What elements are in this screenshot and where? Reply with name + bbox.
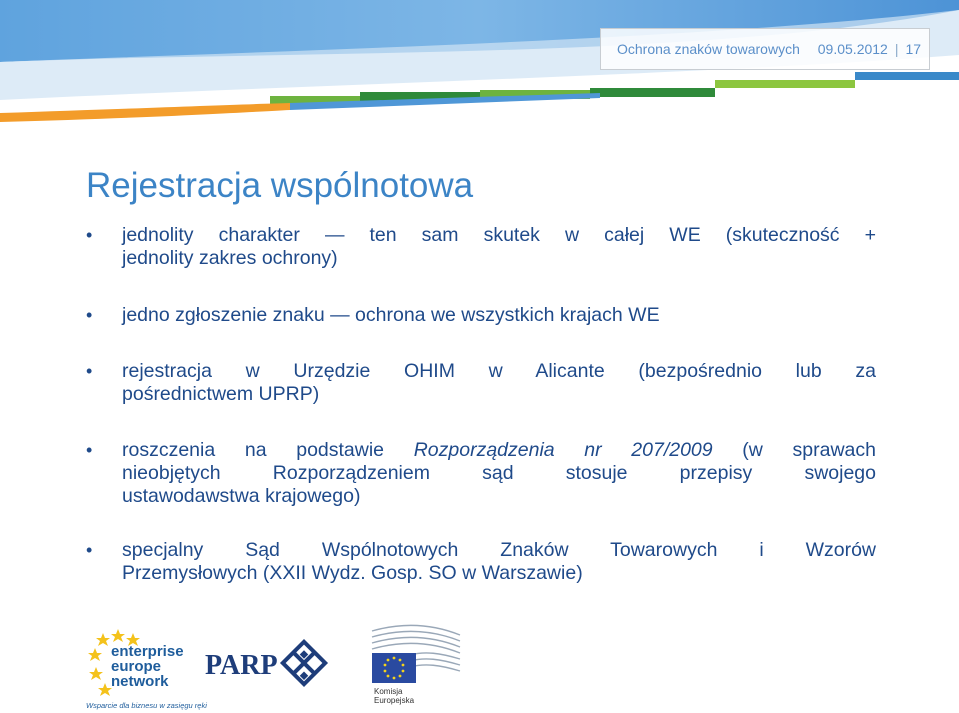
- footer-logos: [0, 615, 959, 713]
- header-separator: [807, 41, 811, 57]
- een-line1: enterprise: [111, 643, 184, 660]
- komisja-line1: Komisja: [374, 687, 403, 696]
- bullet-line: Przemysłowych (XXII Wydz. Gosp. SO w Warszawie): [122, 562, 583, 584]
- bullet-line: • jednolity charakter — ten sam skutek w całej WE (skuteczność +: [122, 224, 876, 246]
- header-title: Ochrona znaków towarowych: [617, 41, 800, 57]
- een-tagline: Wsparcie dla biznesu w zasięgu ręki: [86, 701, 207, 710]
- bullet-line: ustawodawstwa krajowego): [122, 485, 361, 507]
- regulation-reference: Rozporządzenia nr 207/2009: [413, 439, 713, 461]
- bullet-line: jednolity zakres ochrony): [122, 247, 338, 269]
- parp-logo: [205, 639, 328, 687]
- bullet-line: • specjalny Sąd Wspólnotowych Znaków Towarowych i Wzorów: [122, 539, 876, 561]
- bullet-line: [122, 439, 876, 462]
- bullet-line: • jedno zgłoszenie znaku — ochrona we wszystkich krajach WE: [122, 304, 660, 326]
- bullet-item: [86, 360, 876, 406]
- header-info-box: [600, 28, 930, 70]
- bullet-text: roszczenia na podstawie: [122, 439, 414, 461]
- slide-title: Rejestracja wspólnotowa: [86, 166, 474, 205]
- komisja-line2: Europejska: [374, 696, 415, 705]
- een-line3: network: [111, 673, 169, 690]
- bullet-item: [86, 439, 876, 508]
- bullet-text: (w sprawach: [712, 439, 876, 461]
- een-line2: europe: [111, 658, 162, 675]
- header-separator: |: [894, 41, 899, 57]
- page-number: 17: [905, 41, 922, 57]
- bullet-item: [86, 304, 876, 327]
- parp-emblem-icon: [280, 639, 328, 687]
- european-commission-logo: [372, 625, 460, 705]
- parp-wordmark: PARP: [205, 650, 278, 681]
- enterprise-europe-network-logo: [86, 629, 207, 710]
- header-date: 09.05.2012: [817, 41, 888, 57]
- bullet-item: [86, 224, 876, 270]
- bullet-list: [86, 224, 876, 585]
- bullet-line: pośrednictwem UPRP): [122, 383, 320, 405]
- bullet-line: nieobjętych Rozporządzeniem sąd stosuje przepisy swojego: [122, 462, 876, 484]
- bullet-item: [86, 539, 876, 585]
- bullet-line: • rejestracja w Urzędzie OHIM w Alicante (bezpośrednio lub za: [122, 360, 876, 382]
